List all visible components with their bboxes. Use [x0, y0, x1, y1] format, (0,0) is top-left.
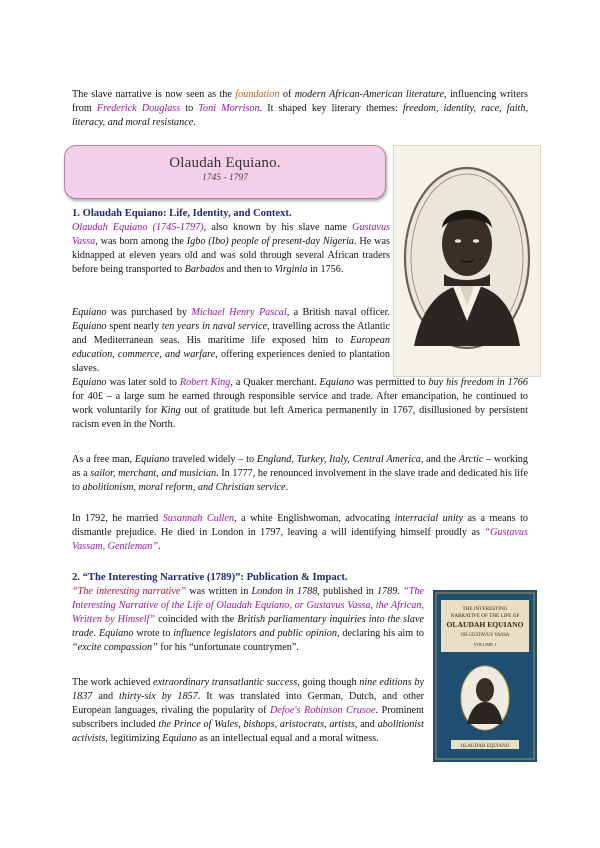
section1-paragraph-birth: Olaudah Equiano (1745-1797), also known by his slave name Gustavus Vassa, was born among the Igbo (Ibo) people of present-day Nigeria. He was kidnapped at eleven years old and was sold through several African traders before being transported to Barbados and then to Virginia in 1756.	[72, 222, 391, 276]
section1-paragraph-travels: As a free man, Equiano traveled widely – to England, Turkey, Italy, Central America, and the Arctic – working as a sailor, merchant, and musician. In 1777, he renounced involvement in the slave trade and dedicated his life to abolitionism, moral reform, and Christian service.	[72, 454, 528, 494]
title-dates: 1745 - 1797	[202, 173, 248, 183]
book-line-1: THE INTERESTING	[462, 606, 508, 612]
section1-paragraph-freedom: Equiano was later sold to Robert King, a Quaker merchant. Equiano was permitted to buy his freedom in 1766 for 40£ – a large sum he earned through responsible service and trade. After emancipation, he continued to work voluntarily for King out of gratitude but left America permanently in 1767, disillusioned by persistent racism even in the North.	[72, 377, 528, 431]
intro-paragraph: The slave narrative is now seen as the foundation of modern African-American literature, influencing writers from Frederick Douglass to Toni Morrison. It shaped key literary themes: freedom, identity, race, faith, literacy, and moral resistance.	[72, 89, 528, 129]
section1-paragraph-marriage: In 1792, he married Susannah Cullen, a white Englishwoman, advocating interracial unity as a means to dismantle prejudice. He died in London in 1797, leaving a will identifying himself proudly as “Gustavus Vassam, Gentleman”.	[72, 513, 528, 553]
portrait-engraving-icon	[394, 146, 540, 376]
book-author: OLAUDAH EQUIANO	[460, 744, 510, 749]
section1-heading: 1. Olaudah Equiano: Life, Identity, and Context.	[72, 208, 292, 219]
book-line-3: OLAUDAH EQUIANO	[446, 620, 524, 629]
section2-heading: 2. “The Interesting Narrative (1789)”: Publication & Impact.	[72, 572, 348, 583]
book-line-5: VOLUME 1	[473, 642, 497, 647]
title-name: Olaudah Equiano.	[169, 155, 281, 171]
section2-paragraph-impact: The work achieved extraordinary transatlantic success, going though nine editions by 1837 and thirty-six by 1857. It was translated into German, Dutch, and other European languages, rivaling the popularity of Defoe's Robinson Crusoe. Prominent subscribers included the Prince of Wales, bishops, aristocrats, artists, and abolitionist activists, legitimizing Equiano as an intellectual equal and a moral witness.	[72, 677, 425, 745]
section1-paragraph-naval: Equiano was purchased by Michael Henry Pascal, a British naval officer. Equiano spent nearly ten years in naval service, travelling across the Atlantic and Mediterranean seas. His maritime life exposed him to European education, commerce, and warfare, offering experiences denied to plantation slaves.	[72, 307, 391, 375]
book-cover-icon	[433, 590, 537, 762]
book-cover-image	[433, 590, 537, 762]
equiano-portrait-image	[393, 145, 541, 377]
book-line-2: NARRATIVE OF THE LIFE OF	[450, 613, 520, 619]
section2-paragraph-publication: “The interesting narrative” was written in London in 1788, published in 1789. “The Interesting Narrative of the Life of Olaudah Equiano, or Gustavus Vassa, the African, Written by Himself” coincided with the British parliamentary inquiries into the slave trade. Equiano wrote to influence legislators and public opinion, declaring his aim to “excite compassion” for his “unfortunate countrymen”.	[72, 586, 425, 654]
title-box	[64, 145, 386, 199]
book-line-4: OR GUSTAVUS VASSA	[460, 633, 510, 638]
